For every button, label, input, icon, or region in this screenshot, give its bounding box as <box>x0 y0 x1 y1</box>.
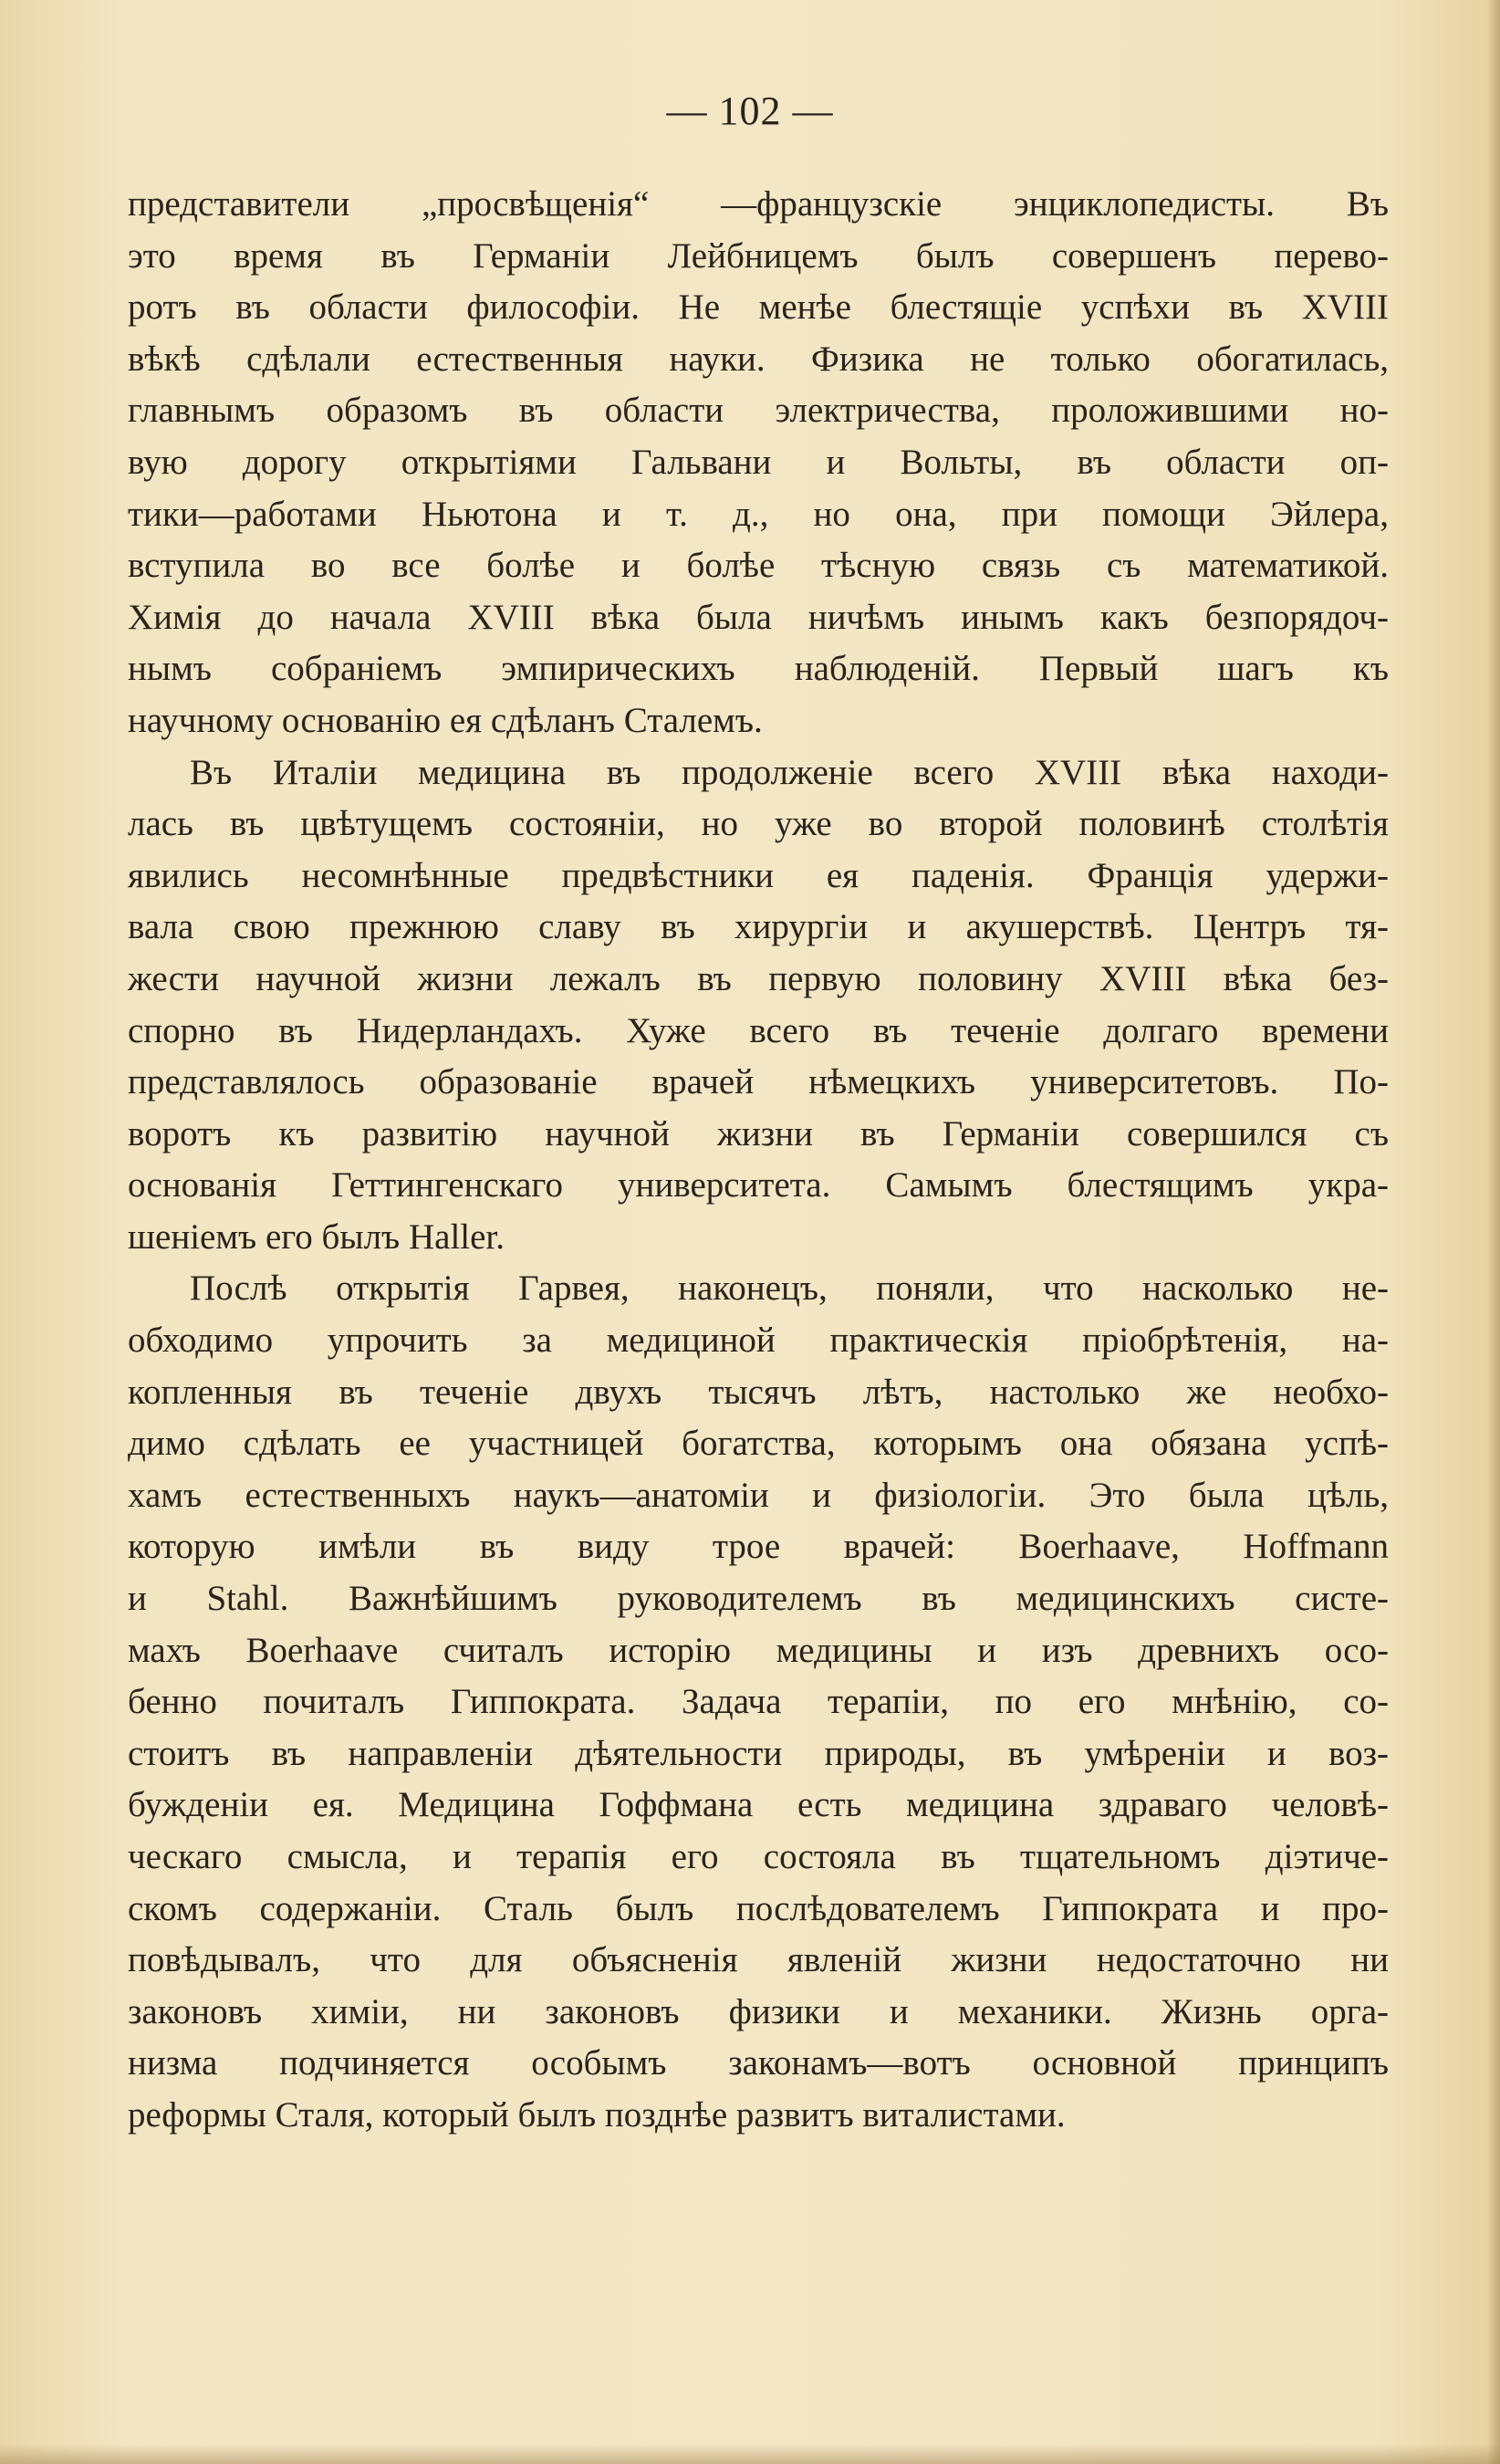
page-bottom-edge <box>0 2444 1500 2464</box>
text-line: явились несомнѣнные предвѣстники ея паденія. Франція удержи- <box>128 855 1389 895</box>
text-line: главнымъ образомъ въ области электричества, проложившими но- <box>128 391 1389 431</box>
text-line: низма подчиняется особымъ законамъ—вотъ основной принципъ <box>128 2043 1389 2083</box>
text-line: скомъ содержаніи. Сталь былъ послѣдователемъ Гиппократа и про- <box>128 1888 1389 1928</box>
text-line: димо сдѣлать ее участницей богатства, которымъ она обязана успѣ- <box>128 1424 1389 1464</box>
text-line: реформы Сталя, который былъ позднѣе развитъ виталистами. <box>128 2094 1066 2135</box>
text-line: и Stahl. Важнѣйшимъ руководителемъ въ медицинскихъ систе- <box>128 1579 1389 1619</box>
paragraph-2 <box>128 747 1389 1264</box>
text-line: научному основанію ея сдѣланъ Сталемъ. <box>128 700 763 740</box>
text-line: стоитъ въ направленіи дѣятельности природы, въ умѣреніи и воз- <box>128 1733 1389 1773</box>
paragraph-1 <box>128 179 1389 747</box>
text-line: законовъ химіи, ни законовъ физики и механики. Жизнь орга- <box>128 1991 1389 2031</box>
text-line: тики—работами Ньютона и т. д., но она, при помощи Эйлера, <box>128 494 1389 534</box>
text-line: лась въ цвѣтущемъ состояніи, но уже во второй половинѣ столѣтія <box>128 804 1389 844</box>
text-line: основанія Геттингенскаго университета. Самымъ блестящимъ укра- <box>128 1165 1389 1206</box>
text-line: вую дорогу открытіями Гальвани и Вольты, въ области оп- <box>128 442 1389 482</box>
text-line: Послѣ открытія Гарвея, наконецъ, поняли, что насколько не- <box>190 1269 1389 1309</box>
page-number: — 102 — <box>666 89 834 133</box>
text-line: нымъ собраніемъ эмпирическихъ наблюденій. Первый шагъ къ <box>128 649 1389 689</box>
page-edge-shadow <box>1487 0 1500 2464</box>
text-line: шеніемъ его былъ Haller. <box>128 1216 505 1257</box>
text-line: ротъ въ области философіи. Не менѣе блестящіе успѣхи въ XVIII <box>128 287 1389 328</box>
text-line: ческаго смысла, и терапія его состояла въ тщательномъ діэтиче- <box>128 1837 1389 1876</box>
paragraph-3 <box>128 1263 1389 2141</box>
text-line: копленныя въ теченіе двухъ тысячъ лѣтъ, настолько же необхо- <box>128 1372 1389 1412</box>
text-line: вѣкѣ сдѣлали естественныя науки. Физика не только обогатилась, <box>128 339 1389 379</box>
text-line: вала свою прежнюю славу въ хирургіи и акушерствѣ. Центръ тя- <box>128 907 1389 947</box>
text-line: повѣдывалъ, что для объясненія явленій жизни недостаточно ни <box>128 1940 1389 1980</box>
text-line: жести научной жизни лежалъ въ первую половину XVIII вѣка без- <box>128 958 1389 998</box>
text-line: воротъ къ развитію научной жизни въ Германіи совершился съ <box>128 1113 1389 1154</box>
text-line: спорно въ Нидерландахъ. Хуже всего въ теченіе долгаго времени <box>128 1010 1389 1050</box>
text-line: это время въ Германіи Лейбницемъ былъ совершенъ перево- <box>128 235 1389 276</box>
text-line: махъ Boerhaave считалъ исторію медицины и изъ древнихъ осо- <box>128 1630 1389 1670</box>
text-line: бужденіи ея. Медицина Гоффмана есть медицина здраваго человѣ- <box>128 1785 1389 1825</box>
text-line: бенно почиталъ Гиппократа. Задача терапіи, по его мнѣнію, со- <box>128 1682 1389 1722</box>
body-text <box>128 179 1389 2142</box>
text-line: вступила во все болѣе и болѣе тѣсную связь съ математикой. <box>128 546 1389 586</box>
text-line: Въ Италіи медицина въ продолженіе всего XVIII вѣка находи- <box>190 752 1389 792</box>
text-line: Химія до начала XVIII вѣка была ничѣмъ инымъ какъ безпорядоч- <box>128 597 1389 637</box>
text-line: хамъ естественныхъ наукъ—анатоміи и физіологіи. Это была цѣль, <box>128 1475 1389 1515</box>
text-line: представлялось образованіе врачей нѣмецкихъ университетовъ. По- <box>128 1062 1389 1102</box>
text-line: обходимо упрочить за медициной практическія пріобрѣтенія, на- <box>128 1321 1389 1361</box>
text-line: которую имѣли въ виду трое врачей: Boerhaave, Hoffmann <box>128 1527 1389 1567</box>
text-line: представители „просвѣщенія“ —французскіе энциклопедисты. Въ <box>128 184 1389 224</box>
